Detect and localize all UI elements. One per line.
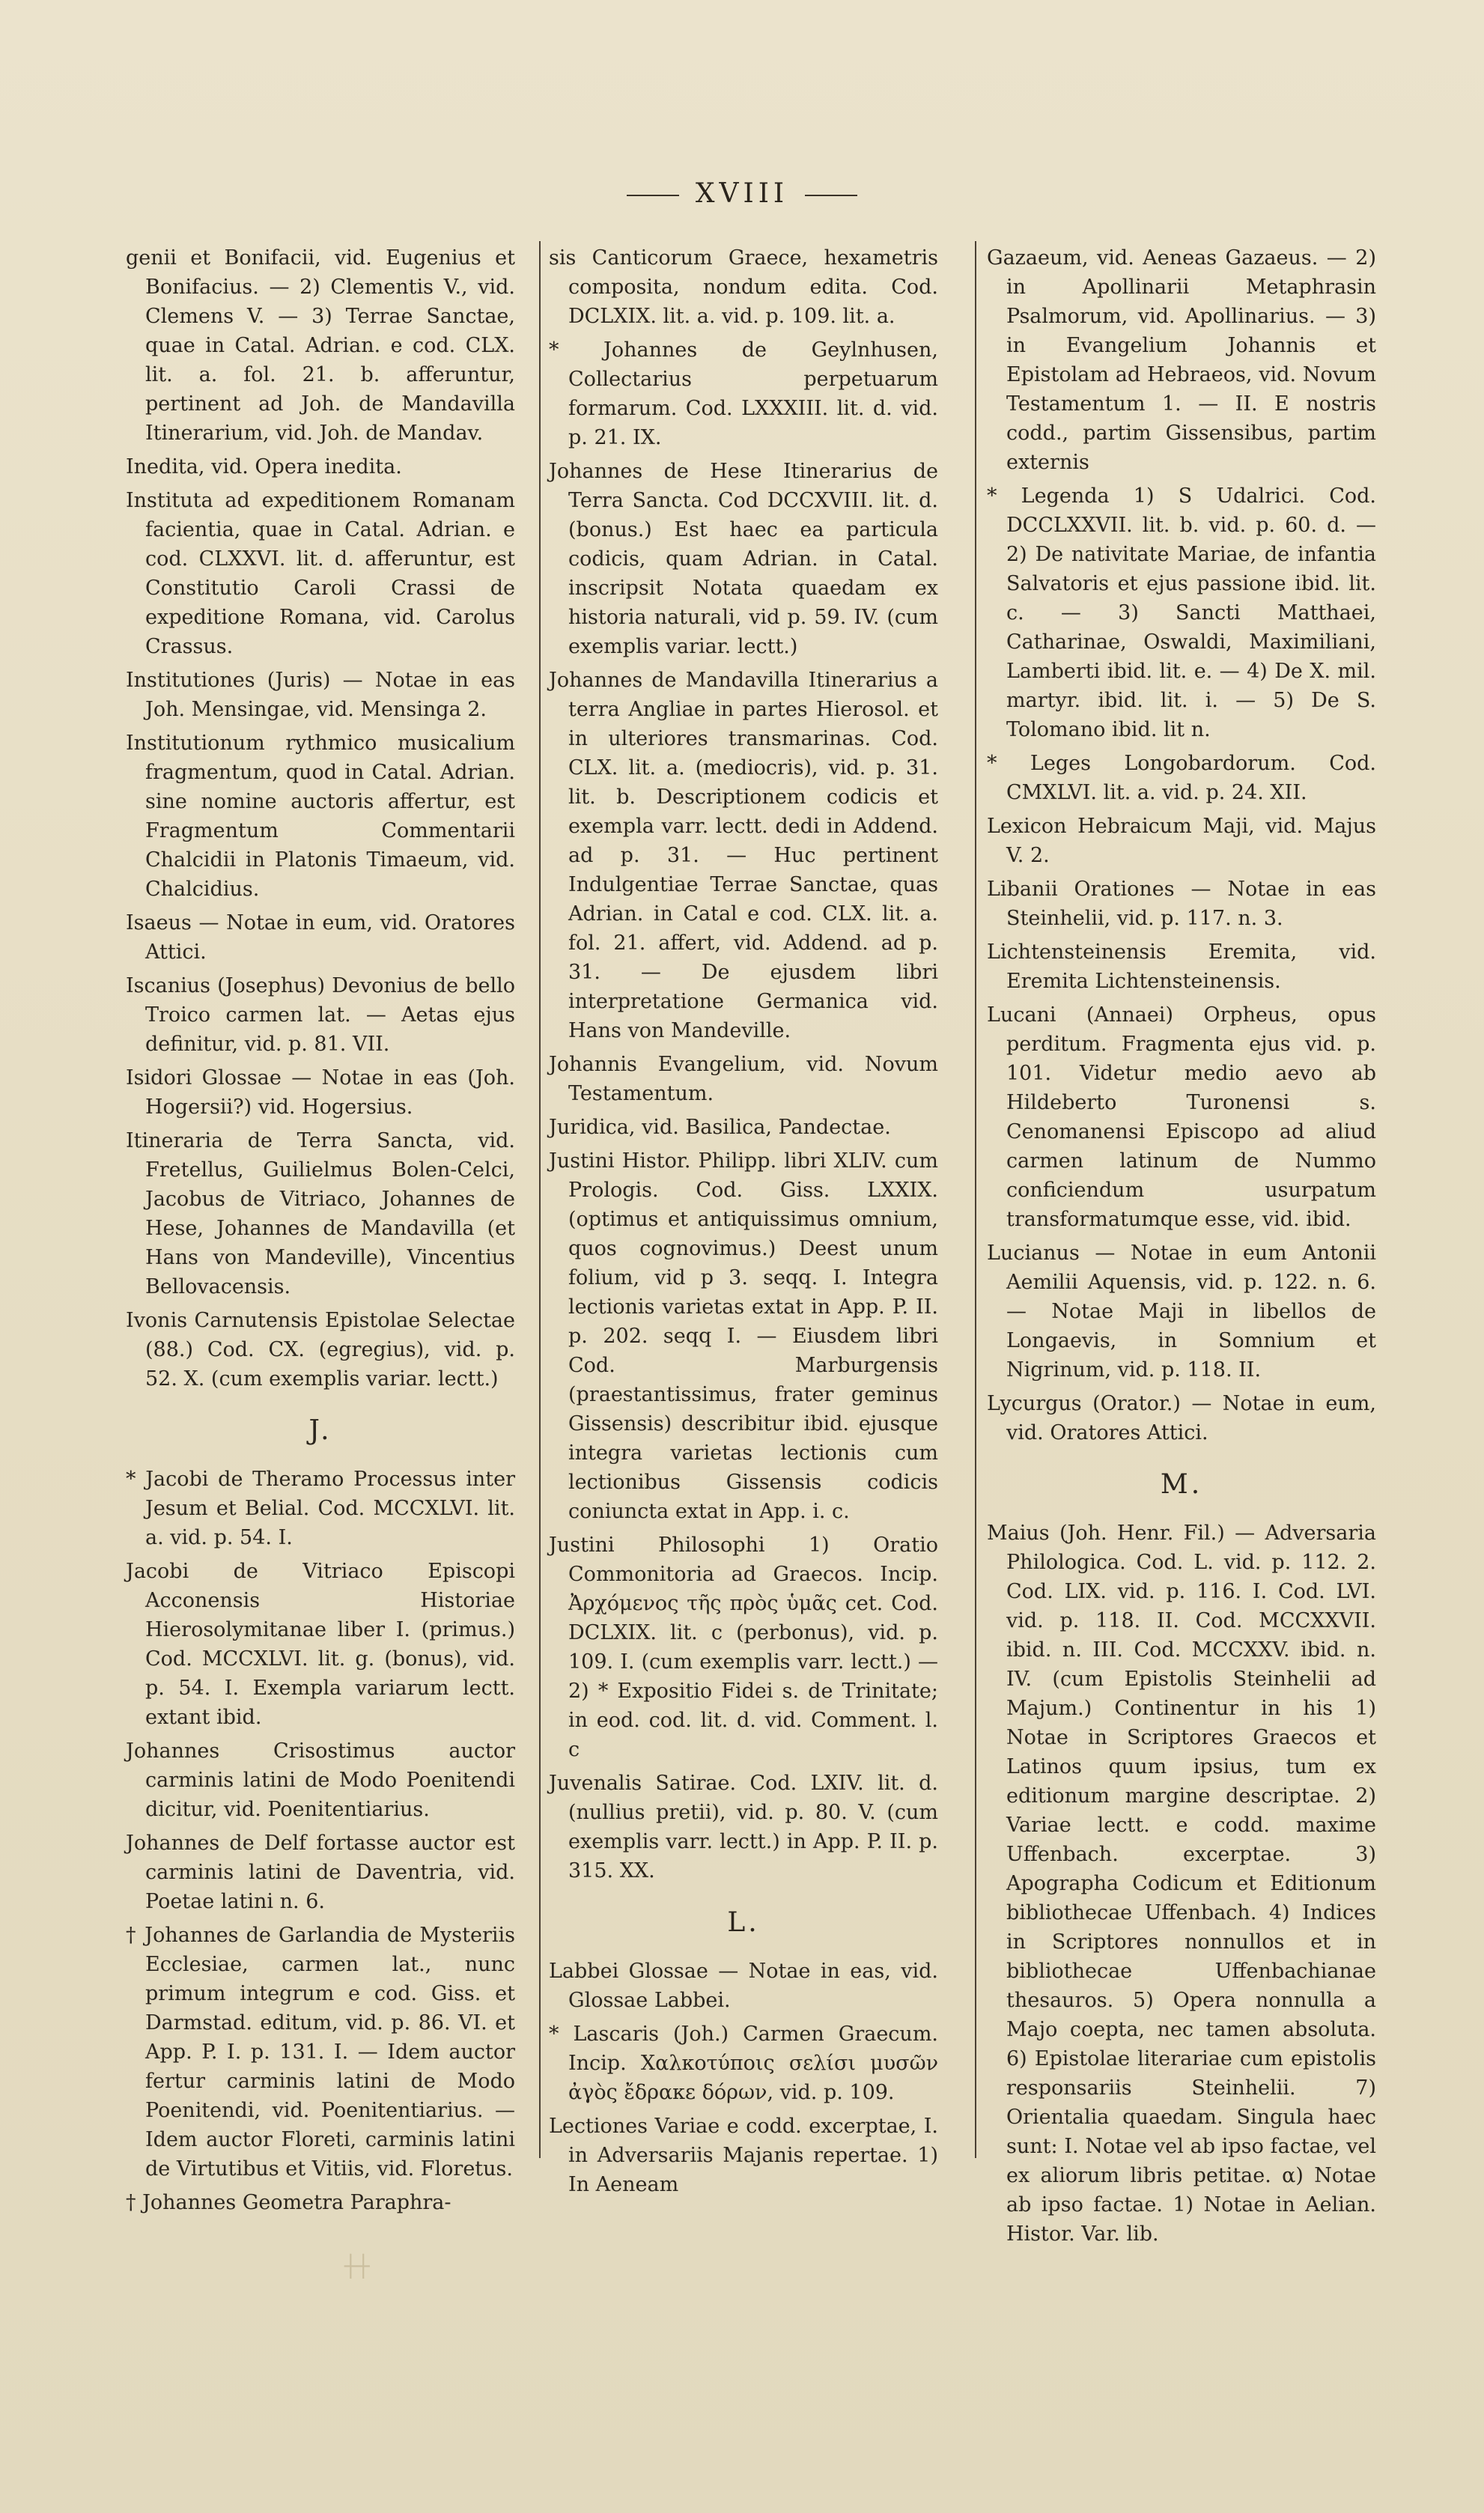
index-entry: genii et Bonifacii, vid. Eugenius et Bonifacius. — 2) Clementis V., vid. Clemens V. — 3) Terrae Sanctae, quae in Catal. Adrian. e cod. CLX. lit. a. fol. 21. b. afferuntur, pertinent ad Joh. de Mandavilla Itinerarium, vid. Joh. de Mandav. xyxy=(126,246,515,445)
index-entry: Johannes de Mandavilla Itinerarius a terra Angliae in partes Hierosol. et in ulteriores transmarinas. Cod. CLX. lit. a. (mediocris), vid. p. 31. lit. b. Descriptionem codicis et exempla varr. lectt. dedi in Addend. ad p. 31. — Huc pertinent Indulgentiae Terrae Sanctae, quas Adrian. in Catal e cod. CLX. lit. a. fol. 21. affert, vid. Addend. ad p. 31. — De ejusdem libri interpretatione Germanica vid. Hans von Mandeville. xyxy=(549,669,938,1042)
index-entry: Lectiones Variae e codd. excerptae, I. in Adversariis Majanis repertae. 1) In Aeneam xyxy=(549,2115,938,2196)
index-entry: * Legenda 1) S Udalrici. Cod. DCCLXXVII. lit. b. vid. p. 60. d. — 2) De nativitate Mariae, de infantia Salvatoris et ejus passione ibid. lit. c. — 3) Sancti Matthaei, Catharinae, Oswaldi, Maximiliani, Lamberti ibid. lit. e. — 4) De X. mil. martyr. ibid. lit. i. — 5) De S. Tolomano ibid. lit n. xyxy=(987,484,1376,741)
index-entry: * Jacobi de Theramo Processus inter Jesum et Belial. Cod. MCCXLVI. lit. a. vid. p. 54. I. xyxy=(126,1468,515,1549)
section-letter: J. xyxy=(308,1415,332,1446)
index-entry: Instituta ad expeditionem Romanam facientia, quae in Catal. Adrian. e cod. CLXXVI. lit. d. afferuntur, est Constitutio Caroli Crassi de expeditione Romana, vid. Carolus Crassus. xyxy=(126,489,515,658)
index-entry: Jacobi de Vitriaco Episcopi Acconensis Historiae Hierosolymitanae liber I. (primus.) Cod. MCCXLVI. lit. g. (bonus), vid. p. 54. I. Exempla variarum lectt. extant ibid. xyxy=(126,1560,515,1729)
index-entry: † Johannes de Garlandia de Mysteriis Ecclesiae, carmen lat., nunc primum integrum e cod. Giss. et Darmstad. editum, vid. p. 86. VI. et App. P. I. p. 131. I. — Idem auctor fertur carminis latini de Modo Poenitendi, vid. Poenitentiarius. — Idem auctor Floreti, carminis latini de Virtutibus et Vitiis, vid. Floretus. xyxy=(126,1924,515,2181)
column-2 xyxy=(549,243,938,2204)
index-entry: Libanii Orationes — Notae in eas Steinhelii, vid. p. 117. n. 3. xyxy=(987,878,1376,930)
index-entry: Lucianus — Notae in eum Antonii Aemilii Aquensis, vid. p. 122. n. 6. — Notae Maji in libellos de Longaevis, in Somnium et Nigrinum, vid. p. 118. II. xyxy=(987,1242,1376,1382)
index-entry: * Lascaris (Joh.) Carmen Graecum. Incip. Χαλκοτύποις σελίσι μυσῶν ἀγὸς ἔδρακε δόρων, vid. p. 109. xyxy=(549,2023,938,2104)
column-rule-2 xyxy=(975,241,976,2158)
index-entry: Lycurgus (Orator.) — Notae in eum, vid. Oratores Attici. xyxy=(987,1392,1376,1444)
index-entry: Juvenalis Satirae. Cod. LXIV. lit. d. (nullius pretii), vid. p. 80. V. (cum exemplis varr. lectt.) in App. P. II. p. 315. XX. xyxy=(549,1772,938,1883)
index-entry: Gazaeum, vid. Aeneas Gazaeus. — 2) in Apollinarii Metaphrasin Psalmorum, vid. Apollinarius. — 3) in Evangelium Johannis et Epistolam ad Hebraeos, vid. Novum Testamentum 1. — II. E nostris codd., partim Gissensibus, partim externis xyxy=(987,246,1376,474)
index-entry: Institutiones (Juris) — Notae in eas Joh. Mensingae, vid. Mensinga 2. xyxy=(126,669,515,721)
index-entry: * Johannes de Geylnhusen, Collectarius perpetuarum formarum. Cod. LXXXIII. lit. d. vid. p. 21. IX. xyxy=(549,338,938,449)
index-entry: Itineraria de Terra Sancta, vid. Fretellus, Guilielmus Bolen-Celci, Jacobus de Vitriaco, Johannes de Hese, Johannes de Mandavilla (et Hans von Mandeville), Vincentius Bellovacensis. xyxy=(126,1129,515,1298)
index-entry: † Johannes Geometra Paraphra- xyxy=(126,2191,451,2214)
section-letter: L. xyxy=(727,1907,760,1938)
index-entry: Institutionum rythmico musicalium fragmentum, quod in Catal. Adrian. sine nomine auctoris affertur, est Fragmentum Commentarii Chalcidii in Platonis Timaeum, vid. Chalcidius. xyxy=(126,732,515,901)
index-entry: Labbei Glossae — Notae in eas, vid. Glossae Labbei. xyxy=(549,1960,938,2012)
index-entry: Lucani (Annaei) Orpheus, opus perditum. Fragmenta ejus vid. p. 101. Videtur medio aevo ab Hildeberto Turonensi s. Cenomanensi Episcopo ad aliud carmen latinum de Nummo conficiendum usurpatum transformatumque esse, vid. ibid. xyxy=(987,1003,1376,1231)
index-entry: Johannes de Delf fortasse auctor est carminis latini de Daventria, vid. Poetae latini n. 6. xyxy=(126,1832,515,1913)
section-letter: M. xyxy=(1160,1469,1203,1500)
page-header xyxy=(0,178,1484,209)
column-1 xyxy=(126,243,515,2222)
page-number: XVIII xyxy=(695,178,789,209)
ink-smudge: ┼┼ xyxy=(344,2254,370,2279)
column-rule-1 xyxy=(539,241,541,2158)
index-entry: Inedita, vid. Opera inedita. xyxy=(126,455,402,478)
index-entry: Isidori Glossae — Notae in eas (Joh. Hogersii?) vid. Hogersius. xyxy=(126,1066,515,1119)
index-entry: Juridica, vid. Basilica, Pandectae. xyxy=(549,1116,891,1139)
header-dash-right xyxy=(805,195,857,196)
index-entry: Johannis Evangelium, vid. Novum Testamentum. xyxy=(549,1053,938,1105)
index-entry: Lexicon Hebraicum Maji, vid. Majus V. 2. xyxy=(987,815,1376,867)
index-entry: Justini Histor. Philipp. libri XLIV. cum Prologis. Cod. Giss. LXXIX. (optimus et antiquissimus omnium, quos cognovimus.) Deest unum folium, vid p 3. seqq. I. Integra lectionis varietas extat in App. P. II. p. 202. seqq I. — Eiusdem libri Cod. Marburgensis (praestantissimus, frater geminus Gissensis) describitur ibid. ejusque integra varietas lectionis cum lectionibus Gissensis codicis coniuncta extat in App. i. c. xyxy=(549,1149,938,1523)
index-entry: Isaeus — Notae in eum, vid. Oratores Attici. xyxy=(126,911,515,964)
index-entry: Maius (Joh. Henr. Fil.) — Adversaria Philologica. Cod. L. vid. p. 112. 2. Cod. LIX. vid. p. 116. I. Cod. LVI. vid. p. 118. II. Cod. MCCXXVII. ibid. n. III. Cod. MCCXXV. ibid. n. IV. (cum Epistolis Steinhelii ad Majum.) Continentur in his 1) Notae in Scriptores Graecos et Latinos quum ipsius, tum ex editionum margine descriptae. 2) Variae lectt. e codd. maxime Uffenbach. excerptae. 3) Apographa Codicum et Editionum bibliothecae Uffenbach. 4) Indices in Scriptores nonnullos et in bibliothecae Uffenbachianae thesauros. 5) Opera nonnulla a Majo coepta, nec tamen absoluta. 6) Epistolae literariae cum epistolis responsariis Steinhelii. 7) Orientalia quaedam. Singula haec sunt: I. Notae vel ab ipso factae, vel ex aliorum libris petitae. α) Notae ab ipso factae. 1) Notae in Aelian. Histor. Var. lib. xyxy=(987,1522,1376,2246)
index-entry: Johannes Crisostimus auctor carminis latini de Modo Poenitendi dicitur, vid. Poenitentiarius. xyxy=(126,1739,515,1821)
header-dash-left xyxy=(627,195,679,196)
column-3 xyxy=(987,243,1376,2253)
index-entry: Iscanius (Josephus) Devonius de bello Troico carmen lat. — Aetas ejus definitur, vid. p. 81. VII. xyxy=(126,974,515,1056)
index-entry: Lichtensteinensis Eremita, vid. Eremita Lichtensteinensis. xyxy=(987,941,1376,993)
index-entry: Ivonis Carnutensis Epistolae Selectae (88.) Cod. CX. (egregius), vid. p. 52. X. (cum exemplis variar. lectt.) xyxy=(126,1309,515,1391)
index-entry: Justini Philosophi 1) Oratio Commonitoria ad Graecos. Incip. Ἀρχόμενος τῆς πρὸς ὑμᾶς cet. Cod. DCLXIX. lit. c (perbonus), vid. p. 109. I. (cum exemplis varr. lectt.) — 2) * Expositio Fidei s. de Trinitate; in eod. cod. lit. d. vid. Comment. l. c xyxy=(549,1534,938,1761)
index-entry: sis Canticorum Graece, hexametris composita, nondum edita. Cod. DCLXIX. lit. a. vid. p. 109. lit. a. xyxy=(549,246,938,328)
index-entry: * Leges Longobardorum. Cod. CMXLVI. lit. a. vid. p. 24. XII. xyxy=(987,752,1376,804)
index-entry: Johannes de Hese Itinerarius de Terra Sancta. Cod DCCXVIII. lit. d. (bonus.) Est haec ea particula codicis, quam Adrian. in Catal. inscripsit Notata quaedam ex historia naturali, vid p. 59. IV. (cum exemplis variar. lectt.) xyxy=(549,460,938,658)
